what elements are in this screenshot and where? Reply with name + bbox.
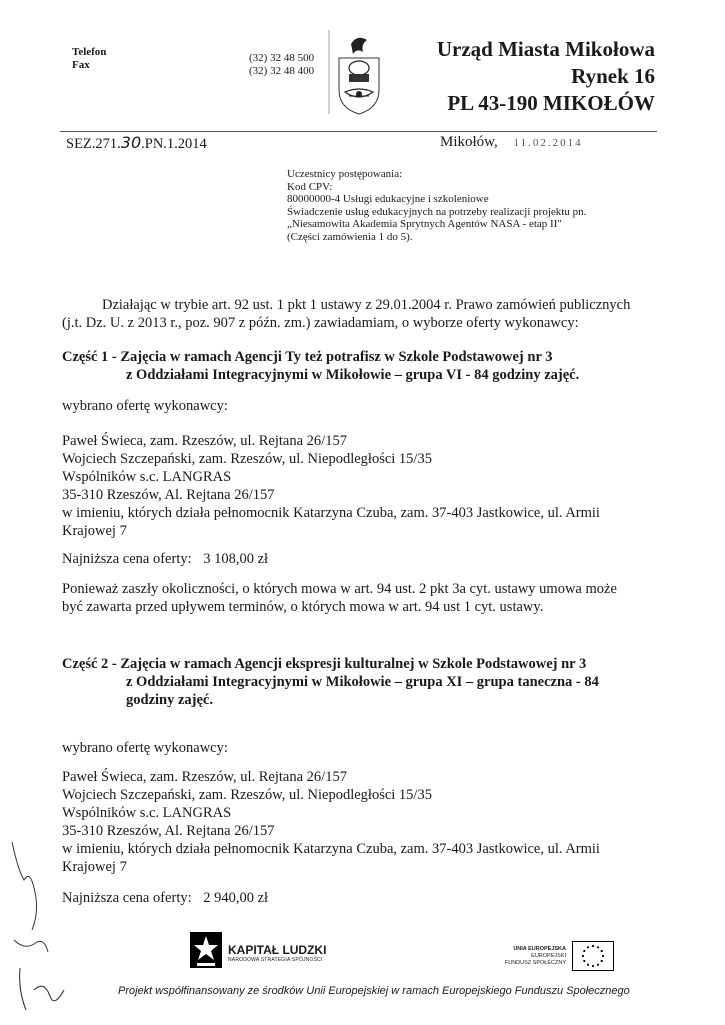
place-date <box>440 134 583 151</box>
contractor-line: Paweł Świeca, zam. Rzeszów, ul. Rejtana 26/157 <box>62 433 347 449</box>
contact-numbers <box>249 52 314 78</box>
handwritten-signature-mark <box>4 840 74 1020</box>
kapital-ludzki-logo-icon <box>188 930 224 970</box>
part-title-line: godziny zajęć. <box>126 692 213 708</box>
part-2-contractor <box>62 768 662 876</box>
eu-line-2: EUROPEJSKI <box>531 953 566 959</box>
kapital-title: KAPITAŁ LUDZKI <box>228 943 327 957</box>
contractor-line: w imieniu, których działa pełnomocnik Katarzyna Czuba, zam. 37-403 Jastkowice, ul. Armii <box>62 841 600 857</box>
note-line: być zawarta przed upływem terminów, o których mowa w art. 94 ust 1 cyt. ustawy. <box>62 599 544 615</box>
part-title-line: z Oddziałami Integracyjnymi w Mikołowie – grupa VI - 84 godziny zajęć. <box>126 367 580 383</box>
reference-suffix: .PN.1.2014 <box>141 136 207 152</box>
kapital-ludzki-text <box>228 943 326 963</box>
reference-handwritten-number: 30 <box>120 133 142 152</box>
addressee-line: Świadczenie usług edukacyjnych na potrzeby realizacji projektu pn. <box>287 205 587 218</box>
contractor-line: Wspólników s.c. LANGRAS <box>62 469 232 485</box>
contractor-line: Wojciech Szczepański, zam. Rzeszów, ul. Niepodległości 15/35 <box>62 451 432 467</box>
addressee-line: „Niesamowita Akademia Sprytnych Agentów NASA - etap II" <box>287 218 562 231</box>
addressee-line: Kod CPV: <box>287 180 333 193</box>
office-street: Rynek 16 <box>571 64 655 88</box>
fax-label: Fax <box>72 59 90 71</box>
part-2-title <box>62 655 662 709</box>
intro-paragraph <box>62 296 660 332</box>
price-label: Najniższa cena oferty: <box>62 890 192 906</box>
kapital-subtitle: NARODOWA STRATEGIA SPÓJNOŚCI <box>228 957 323 963</box>
eu-text <box>486 946 566 967</box>
phone-number: (32) 32 48 500 <box>249 52 315 64</box>
contractor-line: 35-310 Rzeszów, Al. Rejtana 26/157 <box>62 487 275 503</box>
note-line: Ponieważ zaszły okoliczności, o których mowa w art. 94 ust. 2 pkt 3a cyt. ustawy umowa może <box>62 581 617 597</box>
contractor-line: Paweł Świeca, zam. Rzeszów, ul. Rejtana 26/157 <box>62 769 347 785</box>
eu-line-1: UNIA EUROPEJSKA <box>513 946 566 952</box>
part-2-price <box>62 889 268 907</box>
part-2-chosen-label: wybrano ofertę wykonawcy: <box>62 740 228 756</box>
place-name: Mikołów, <box>440 134 498 150</box>
addressee-line: (Części zamówienia 1 do 5). <box>287 230 413 243</box>
intro-line: (j.t. Dz. U. z 2013 r., poz. 907 z późn. zm.) zawiadamiam, o wyborze oferty wykonawcy: <box>62 315 579 331</box>
eu-flag-icon <box>572 941 614 971</box>
part-title-line: Część 2 - Zajęcia w ramach Agencji ekspresji kulturalnej w Szkole Podstawowej nr 3 <box>62 656 587 672</box>
part-1-title <box>62 348 662 384</box>
contractor-line: Krajowej 7 <box>62 859 127 875</box>
contractor-line: Wspólników s.c. LANGRAS <box>62 805 232 821</box>
reference-prefix: SEZ.271. <box>66 136 121 152</box>
reference-number <box>66 133 207 153</box>
office-address <box>395 36 655 117</box>
contractor-line: w imieniu, których działa pełnomocnik Katarzyna Czuba, zam. 37-403 Jastkowice, ul. Armii <box>62 505 600 521</box>
fax-number: (32) 32 48 400 <box>249 65 315 77</box>
header-rule <box>60 131 657 132</box>
contractor-line: Krajowej 7 <box>62 523 127 539</box>
date-stamp: 11.02.2014 <box>513 137 583 149</box>
price-value: 3 108,00 zł <box>203 551 269 567</box>
part-1-contractor <box>62 432 662 540</box>
cofinance-note: Projekt współfinansowany ze środków Unii Europejskiej w ramach Europejskiego Funduszu Społecznego <box>118 985 630 997</box>
part-1-note <box>62 580 662 616</box>
addressee-block <box>287 168 657 244</box>
contractor-line: Wojciech Szczepański, zam. Rzeszów, ul. Niepodległości 15/35 <box>62 787 432 803</box>
intro-line: Działając w trybie art. 92 ust. 1 pkt 1 ustawy z 29.01.2004 r. Prawo zamówień publicznych <box>102 297 631 313</box>
part-1-price <box>62 550 268 568</box>
price-value: 2 940,00 zł <box>203 890 269 906</box>
office-name: Urząd Miasta Mikołowa <box>436 37 655 61</box>
part-title-line: Część 1 - Zajęcia w ramach Agencji Ty też potrafisz w Szkole Podstawowej nr 3 <box>62 349 553 365</box>
part-title-line: z Oddziałami Integracyjnymi w Mikołowie – grupa XI – grupa taneczna - 84 <box>126 674 599 690</box>
eu-line-3: FUNDUSZ SPOŁECZNY <box>504 960 566 966</box>
contact-labels <box>72 46 106 72</box>
phone-label: Telefon <box>72 46 107 58</box>
contractor-line: 35-310 Rzeszów, Al. Rejtana 26/157 <box>62 823 275 839</box>
part-1-chosen-label: wybrano ofertę wykonawcy: <box>62 398 228 414</box>
addressee-line: Uczestnicy postępowania: <box>287 168 403 180</box>
coat-of-arms-icon <box>327 30 389 116</box>
office-postal: PL 43-190 MIKOŁÓW <box>447 91 655 115</box>
addressee-line: 80000000-4 Usługi edukacyjne i szkoleniowe <box>287 193 489 206</box>
price-label: Najniższa cena oferty: <box>62 551 192 567</box>
